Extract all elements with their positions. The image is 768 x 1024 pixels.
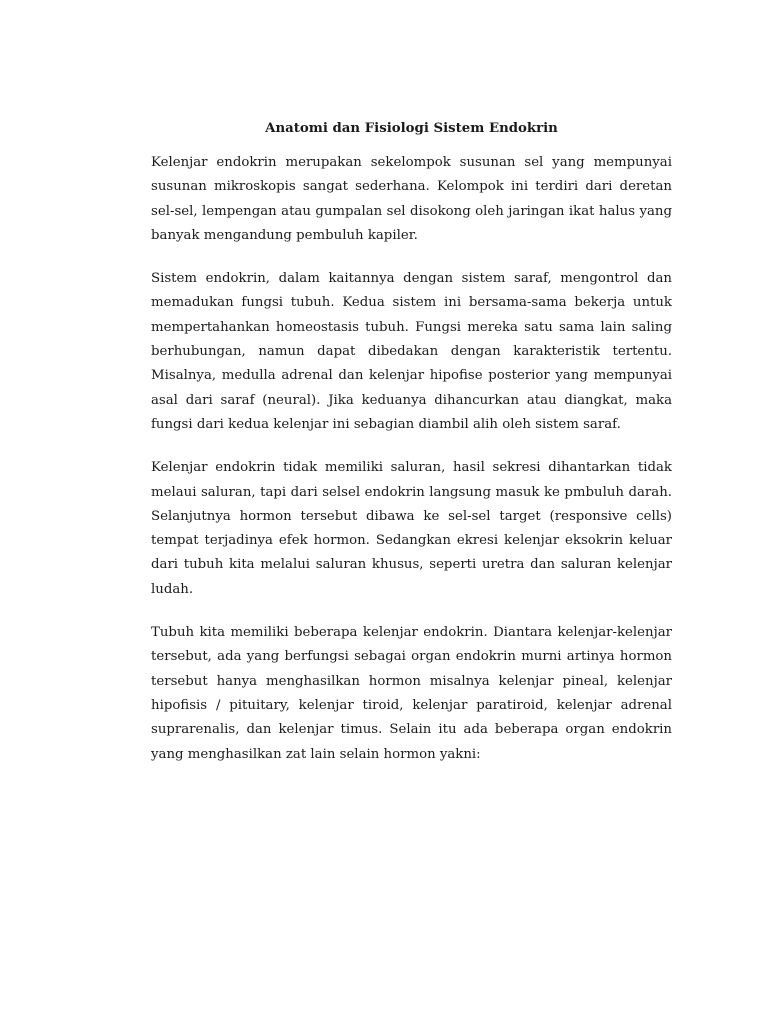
paragraph-2: Sistem endokrin, dalam kaitannya dengan sistem saraf, mengontrol dan memadukan fungsi tubuh. Kedua sistem ini bersama-sama bekerja untuk mempertahankan homeostasis tubuh. Fungsi mereka satu sama lain saling berhubungan, namun dapat dibedakan dengan karakteristik tertentu. Misalnya, medulla adrenal dan kelenjar hipofise posterior yang mempunyai asal dari saraf (neural). Jika keduanya dihancurkan atau diangkat, maka fungsi dari kedua kelenjar ini sebagian diambil alih oleh sistem saraf. xyxy=(151,271,672,432)
document-title: Anatomi dan Fisiologi Sistem Endokrin xyxy=(265,121,558,136)
document-body xyxy=(151,119,672,786)
paragraph-3: Kelenjar endokrin tidak memiliki saluran, hasil sekresi dihantarkan tidak melaui saluran, tapi dari selsel endokrin langsung masuk ke pmbuluh darah. Selanjutnya hormon tersebut dibawa ke sel-sel target (responsive cells) tempat terjadinya efek hormon. Sedangkan ekresi kelenjar eksokrin keluar dari tubuh kita melalui saluran khusus, seperti uretra dan saluran kelenjar ludah. xyxy=(151,460,672,597)
paragraph-4: Tubuh kita memiliki beberapa kelenjar endokrin. Diantara kelenjar-kelenjar tersebut, ada yang berfungsi sebagai organ endokrin murni artinya hormon tersebut hanya menghasilkan hormon misalnya kelenjar pineal, kelenjar hipofisis / pituitary, kelenjar tiroid, kelenjar paratiroid, kelenjar adrenal suprarenalis, dan kelenjar timus. Selain itu ada beberapa organ endokrin yang menghasilkan zat lain selain hormon yakni: xyxy=(151,625,672,762)
paragraph-1: Kelenjar endokrin merupakan sekelompok susunan sel yang mempunyai susunan mikroskopis sangat sederhana. Kelompok ini terdiri dari deretan sel-sel, lempengan atau gumpalan sel disokong oleh jaringan ikat halus yang banyak mengandung pembuluh kapiler. xyxy=(151,155,672,243)
